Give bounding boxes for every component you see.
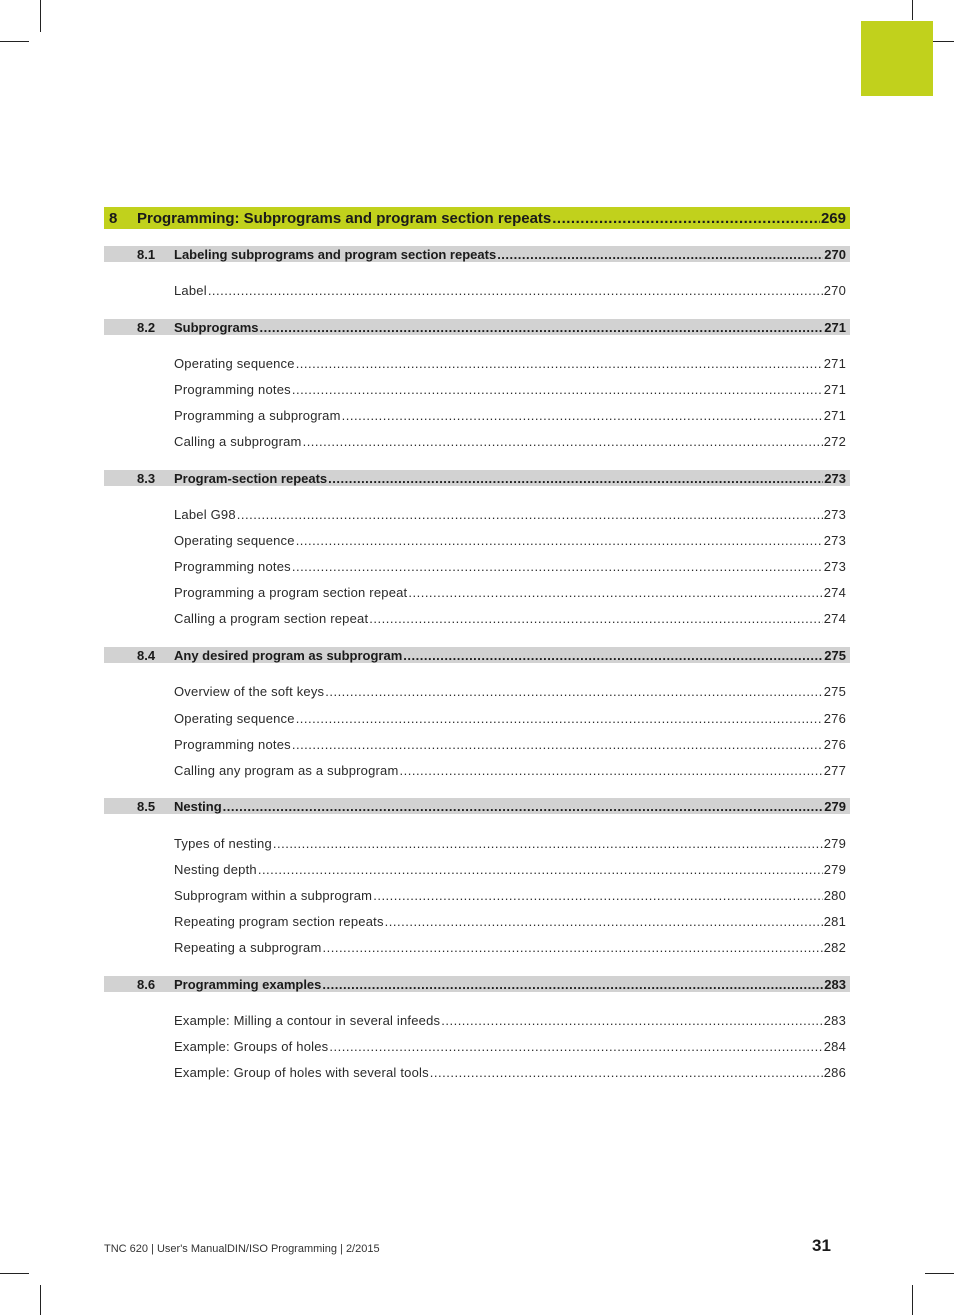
- toc-chapter-heading[interactable]: [104, 207, 850, 229]
- toc-entry[interactable]: [174, 939, 846, 955]
- entry-page: 281: [823, 913, 846, 929]
- dot-leader: [403, 649, 823, 662]
- entry-title: Label: [174, 282, 207, 298]
- toc-entry[interactable]: [174, 1064, 846, 1080]
- footer-text: TNC 620 | User's ManualDIN/ISO Programming | 2/2015: [104, 1243, 380, 1255]
- dot-leader: [292, 560, 823, 573]
- crop-mark: [912, 1285, 913, 1315]
- dot-leader: [441, 1014, 822, 1027]
- toc-entry[interactable]: [174, 610, 846, 626]
- section-title: Labeling subprograms and program section repeats: [174, 246, 497, 262]
- section-page: 271: [824, 319, 846, 335]
- toc-entry[interactable]: [174, 683, 846, 699]
- toc-entry[interactable]: [174, 558, 846, 574]
- entry-title: Example: Group of holes with several tools: [174, 1064, 429, 1080]
- entry-page: 274: [823, 584, 846, 600]
- dot-leader: [385, 915, 823, 928]
- crop-mark: [40, 0, 41, 32]
- entry-title: Overview of the soft keys: [174, 683, 325, 699]
- section-page: 270: [824, 246, 846, 262]
- entry-page: 277: [823, 762, 846, 778]
- entry-page: 272: [823, 433, 846, 449]
- section-number: 8.6: [137, 976, 156, 992]
- dot-leader: [260, 321, 824, 334]
- dot-leader: [552, 211, 820, 226]
- dot-leader: [408, 586, 822, 599]
- entry-page: 286: [823, 1064, 846, 1080]
- section-title: Subprograms: [174, 319, 259, 335]
- entry-title: Programming a program section repeat: [174, 584, 408, 600]
- toc-entry[interactable]: [174, 355, 846, 371]
- entry-page: 280: [823, 887, 846, 903]
- section-number: 8.3: [137, 470, 156, 486]
- toc-entry[interactable]: [174, 433, 846, 449]
- toc-section-8-2[interactable]: [104, 319, 850, 335]
- chapter-number: 8: [109, 209, 118, 227]
- dot-leader: [325, 685, 822, 698]
- dot-leader: [208, 284, 823, 297]
- toc-entry[interactable]: [174, 887, 846, 903]
- entry-title: Operating sequence: [174, 532, 295, 548]
- entry-page: 271: [823, 407, 846, 423]
- dot-leader: [322, 978, 823, 991]
- section-title: Programming examples: [174, 976, 322, 992]
- dot-leader: [296, 534, 823, 547]
- crop-mark: [0, 1273, 29, 1274]
- entry-page: 282: [823, 939, 846, 955]
- toc-entry[interactable]: [174, 710, 846, 726]
- entry-title: Calling a subprogram: [174, 433, 302, 449]
- dot-leader: [223, 800, 824, 813]
- entry-title: Operating sequence: [174, 355, 295, 371]
- toc-entry[interactable]: [174, 407, 846, 423]
- entry-title: Programming a subprogram: [174, 407, 341, 423]
- section-number: 8.2: [137, 319, 156, 335]
- section-number: 8.5: [137, 798, 156, 814]
- entry-page: 273: [823, 558, 846, 574]
- dot-leader: [292, 738, 823, 751]
- toc-section-8-5[interactable]: [104, 798, 850, 814]
- section-page: 273: [824, 470, 846, 486]
- toc-entry[interactable]: [174, 282, 846, 298]
- dot-leader: [296, 357, 823, 370]
- entry-title: Types of nesting: [174, 835, 272, 851]
- toc-entry[interactable]: [174, 381, 846, 397]
- toc-entry[interactable]: [174, 506, 846, 522]
- dot-leader: [400, 764, 823, 777]
- dot-leader: [323, 941, 823, 954]
- entry-page: 284: [823, 1038, 846, 1054]
- dot-leader: [497, 248, 823, 261]
- page-number: 31: [812, 1236, 831, 1255]
- toc-entry[interactable]: [174, 1038, 846, 1054]
- toc-section-8-1[interactable]: [104, 246, 850, 262]
- entry-title: Label G98: [174, 506, 236, 522]
- toc-section-8-6[interactable]: [104, 976, 850, 992]
- dot-leader: [273, 837, 823, 850]
- section-title: Any desired program as subprogram: [174, 647, 403, 663]
- entry-title: Nesting depth: [174, 861, 257, 877]
- entry-title: Calling a program section repeat: [174, 610, 369, 626]
- entry-title: Repeating program section repeats: [174, 913, 384, 929]
- toc-entry[interactable]: [174, 736, 846, 752]
- crop-mark: [0, 41, 29, 42]
- entry-page: 274: [823, 610, 846, 626]
- toc-entry[interactable]: [174, 532, 846, 548]
- dot-leader: [342, 409, 823, 422]
- section-page: 279: [824, 798, 846, 814]
- crop-mark: [40, 1285, 41, 1315]
- chapter-page: 269: [820, 209, 846, 227]
- entry-page: 273: [823, 532, 846, 548]
- chapter-tab-marker: [861, 21, 933, 96]
- toc-section-8-4[interactable]: [104, 647, 850, 663]
- entry-page: 270: [823, 282, 846, 298]
- dot-leader: [237, 508, 823, 521]
- entry-title: Example: Groups of holes: [174, 1038, 329, 1054]
- entry-page: 273: [823, 506, 846, 522]
- entry-title: Operating sequence: [174, 710, 295, 726]
- entry-title: Example: Milling a contour in several infeeds: [174, 1012, 441, 1028]
- entry-page: 279: [823, 835, 846, 851]
- entry-page: 271: [823, 381, 846, 397]
- toc-entry[interactable]: [174, 762, 846, 778]
- section-number: 8.4: [137, 647, 156, 663]
- entry-page: 283: [823, 1012, 846, 1028]
- toc-entry[interactable]: [174, 861, 846, 877]
- entry-title: Subprogram within a subprogram: [174, 887, 373, 903]
- entry-page: 279: [823, 861, 846, 877]
- dot-leader: [296, 712, 823, 725]
- dot-leader: [430, 1066, 823, 1079]
- section-title: Program-section repeats: [174, 470, 328, 486]
- entry-page: 276: [823, 736, 846, 752]
- toc-entry[interactable]: [174, 913, 846, 929]
- dot-leader: [329, 1040, 822, 1053]
- entry-title: Programming notes: [174, 558, 291, 574]
- entry-page: 276: [823, 710, 846, 726]
- dot-leader: [303, 435, 823, 448]
- toc-entry[interactable]: [174, 584, 846, 600]
- entry-title: Programming notes: [174, 381, 291, 397]
- toc-section-8-3[interactable]: [104, 470, 850, 486]
- toc-entry[interactable]: [174, 1012, 846, 1028]
- entry-title: Repeating a subprogram: [174, 939, 322, 955]
- entry-title: Programming notes: [174, 736, 291, 752]
- section-page: 275: [824, 647, 846, 663]
- entry-page: 271: [823, 355, 846, 371]
- dot-leader: [373, 889, 822, 902]
- section-number: 8.1: [137, 246, 156, 262]
- dot-leader: [292, 383, 823, 396]
- section-title: Nesting: [174, 798, 222, 814]
- chapter-title: Programming: Subprograms and program section repeats: [137, 209, 552, 227]
- dot-leader: [369, 612, 822, 625]
- entry-title: Calling any program as a subprogram: [174, 762, 399, 778]
- crop-mark: [925, 1273, 954, 1274]
- section-page: 283: [824, 976, 846, 992]
- toc-entry[interactable]: [174, 835, 846, 851]
- dot-leader: [328, 472, 823, 485]
- dot-leader: [258, 863, 823, 876]
- entry-page: 275: [823, 683, 846, 699]
- crop-mark: [912, 0, 913, 20]
